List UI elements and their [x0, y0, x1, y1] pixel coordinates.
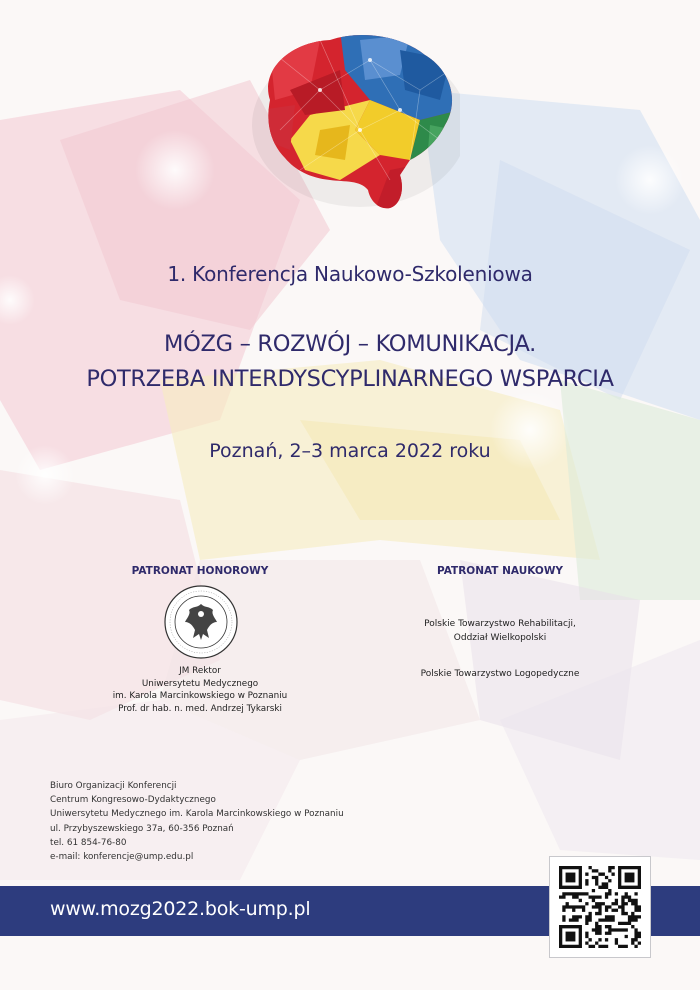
honorary-patron-details	[60, 665, 340, 715]
office-email[interactable]: e-mail: konferencje@ump.edu.pl	[50, 852, 194, 863]
qr-code-frame	[549, 856, 651, 958]
qr-code[interactable]	[559, 866, 641, 948]
conference-date: Poznań, 2–3 marca 2022 roku	[209, 440, 491, 462]
university-seal	[163, 584, 239, 660]
office-line-4: ul. Przybyszewskiego 37a, 60-356 Poznań	[50, 823, 234, 834]
scientific-org1-line2: Oddział Wielkopolski	[453, 633, 547, 643]
office-line-1: Biuro Organizacji Konferencji	[50, 781, 177, 791]
conference-title-line1: MÓZG – ROZWÓJ – KOMUNIKACJA.	[163, 331, 537, 357]
honorary-line-1: JM Rektor	[179, 666, 221, 676]
scientific-org-logopedic: Polskie Towarzystwo Logopedyczne	[420, 669, 580, 679]
scientific-patronage-heading: PATRONAT NAUKOWY	[436, 565, 564, 577]
website-link[interactable]: www.mozg2022.bok-ump.pl	[50, 898, 311, 920]
honorary-line-2: Uniwersytetu Medycznego	[141, 678, 259, 689]
honorary-patronage-heading: PATRONAT HONOROWY	[131, 565, 269, 577]
office-phone: tel. 61 854-76-80	[50, 837, 127, 848]
honorary-line-4: Prof. dr hab. n. med. Andrzej Tykarski	[118, 703, 282, 714]
office-line-2: Centrum Kongresowo-Dydaktycznego	[50, 795, 216, 806]
office-line-3: Uniwersytetu Medycznego im. Karola Marcinkowskiego w Poznaniu	[50, 809, 344, 820]
scientific-org-rehabilitation	[370, 617, 630, 645]
honorary-line-3: im. Karola Marcinkowskiego w Poznaniu	[112, 691, 288, 701]
brain-illustration	[250, 30, 460, 215]
conference-subtitle: 1. Konferencja Naukowo-Szkoleniowa	[167, 262, 533, 286]
conference-title	[0, 327, 700, 397]
scientific-org1-line1: Polskie Towarzystwo Rehabilitacji,	[424, 619, 576, 629]
conference-title-line2: POTRZEBA INTERDYSCYPLINARNEGO WSPARCIA	[86, 366, 614, 392]
organizing-office-contact	[50, 779, 344, 864]
